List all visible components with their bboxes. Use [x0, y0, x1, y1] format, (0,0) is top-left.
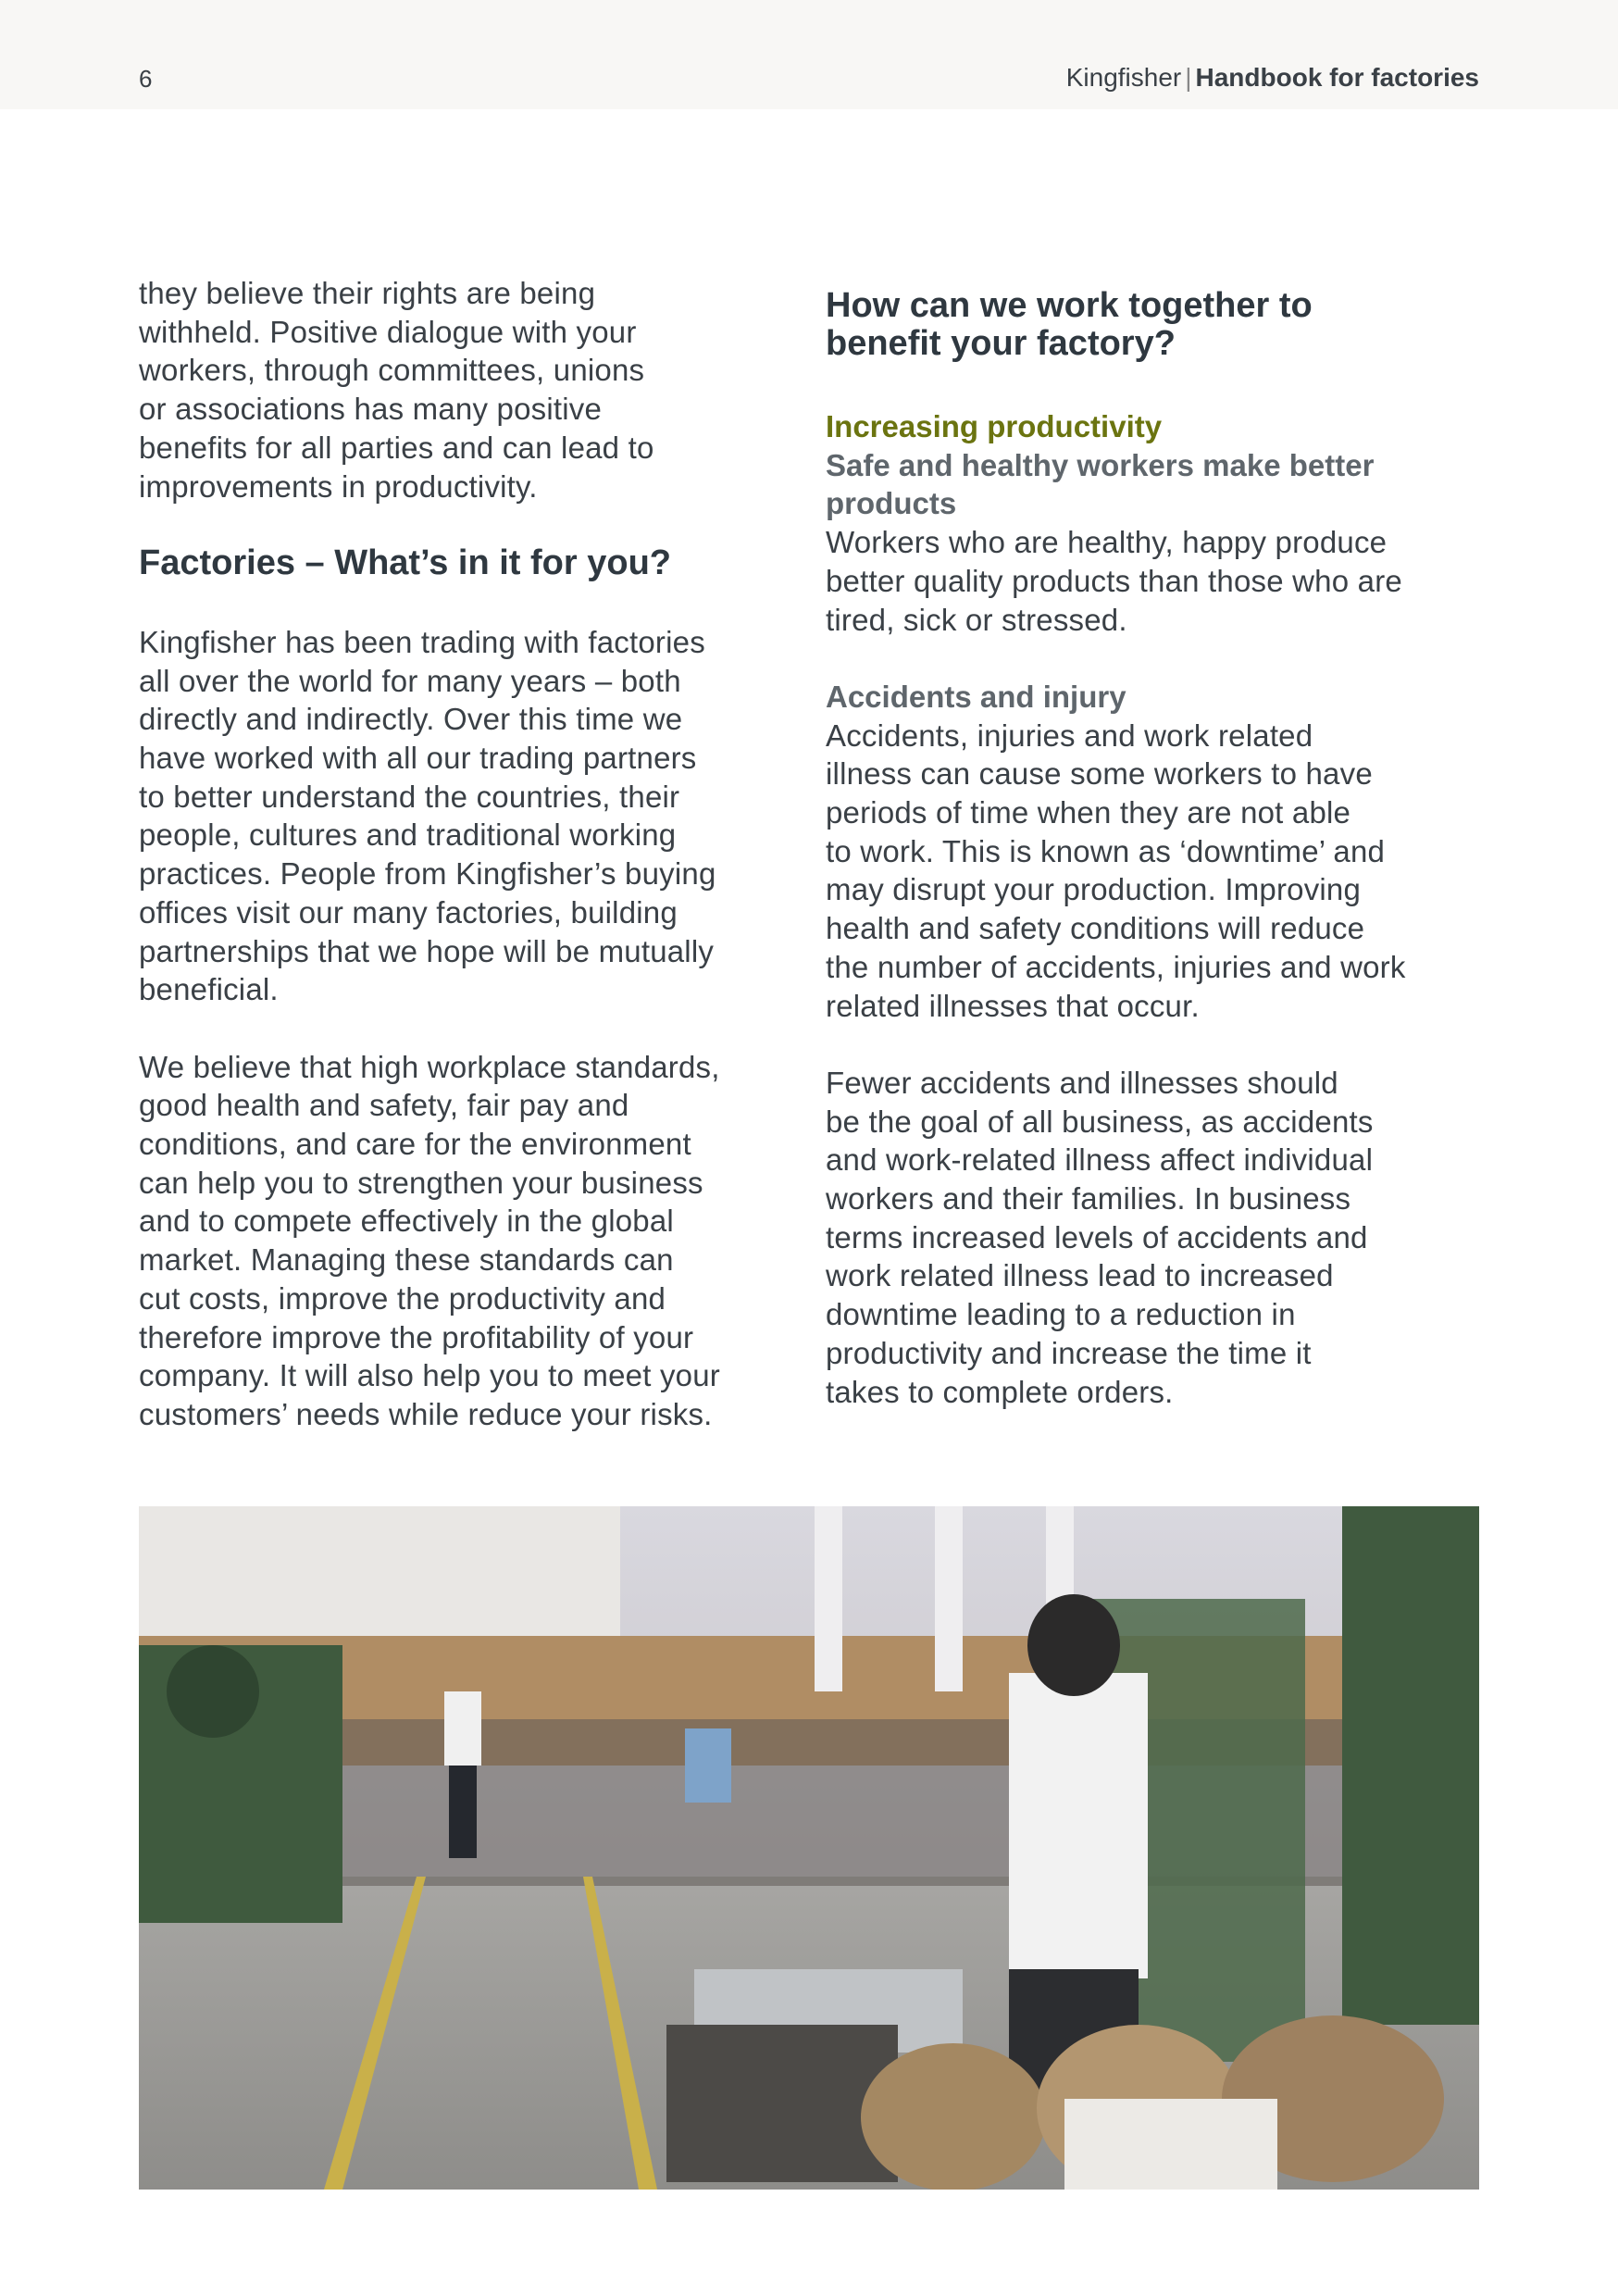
text-line: benefit your factory?	[826, 324, 1176, 363]
text-line: withheld. Positive dialogue with your	[139, 314, 637, 349]
page-number: 6	[139, 65, 153, 93]
left-column	[139, 274, 805, 1472]
text-line: workers, through committees, unions	[139, 353, 645, 388]
paragraph	[826, 717, 1492, 1026]
section-heading	[826, 287, 1492, 363]
text-line: people, cultures and traditional working	[139, 817, 677, 853]
subheading: Accidents and injury	[826, 679, 1126, 714]
text-line: better quality products than those who are	[826, 563, 1402, 598]
intro-paragraph	[139, 274, 805, 505]
text-line: illness can cause some workers to have	[826, 756, 1373, 792]
text-line: Safe and healthy workers make better	[826, 447, 1375, 482]
text-line: company. It will also help you to meet your	[139, 1358, 720, 1393]
text-line: productivity and increase the time it	[826, 1335, 1312, 1370]
text-line: health and safety conditions will reduce	[826, 911, 1365, 946]
text-line: good health and safety, fair pay and	[139, 1088, 629, 1123]
right-column	[826, 274, 1492, 1450]
text-line: the number of accidents, injuries and work	[826, 949, 1406, 984]
text-line: tired, sick or stressed.	[826, 602, 1127, 637]
text-line: How can we work together to	[826, 286, 1313, 325]
separator: |	[1185, 63, 1192, 92]
text-line: terms increased levels of accidents and	[826, 1219, 1368, 1254]
text-line: all over the world for many years – both	[139, 663, 681, 698]
text-line: conditions, and care for the environment	[139, 1127, 691, 1162]
text-line: cut costs, improve the productivity and	[139, 1280, 666, 1316]
text-line: benefits for all parties and can lead to	[139, 430, 654, 465]
brand-name: Kingfisher	[1065, 63, 1182, 92]
text-line: be the goal of all business, as accidents	[826, 1104, 1374, 1139]
text-line: work related illness lead to increased	[826, 1258, 1334, 1293]
text-line: and work-related illness affect individual	[826, 1142, 1374, 1178]
paragraph	[826, 523, 1492, 639]
text-line: products	[826, 486, 957, 521]
paragraph	[139, 1048, 805, 1434]
section-heading: Factories – What’s in it for you?	[139, 543, 671, 582]
text-line: improvements in productivity.	[139, 468, 538, 504]
text-line: Workers who are healthy, happy produce	[826, 525, 1388, 560]
text-line: directly and indirectly. Over this time we	[139, 702, 683, 737]
text-line: and to compete effectively in the global	[139, 1204, 674, 1239]
text-line: We believe that high workplace standards,	[139, 1049, 720, 1084]
text-line: have worked with all our trading partners	[139, 741, 697, 776]
text-line: Accidents, injuries and work related	[826, 718, 1313, 753]
text-line: downtime leading to a reduction in	[826, 1297, 1296, 1332]
text-line: they believe their rights are being	[139, 276, 596, 310]
text-line: partnerships that we hope will be mutually	[139, 933, 715, 968]
subheading	[826, 446, 1492, 523]
text-line: may disrupt your production. Improving	[826, 872, 1362, 907]
text-line: Fewer accidents and illnesses should	[826, 1065, 1338, 1100]
text-line: practices. People from Kingfisher’s buying	[139, 856, 716, 892]
text-line: can help you to strengthen your business	[139, 1165, 703, 1200]
text-line: related illnesses that occur.	[826, 988, 1200, 1023]
text-line: takes to complete orders.	[826, 1374, 1174, 1409]
paragraph	[826, 1064, 1492, 1411]
running-title	[1066, 63, 1479, 93]
text-line: market. Managing these standards can	[139, 1242, 674, 1278]
document-title: Handbook for factories	[1195, 63, 1479, 92]
page-header	[0, 0, 1618, 109]
text-line: beneficial.	[139, 972, 279, 1007]
text-line: workers and their families. In business	[826, 1181, 1351, 1217]
text-line: to work. This is known as ‘downtime’ and	[826, 833, 1386, 868]
factory-floor-image	[139, 1506, 1479, 2190]
paragraph	[139, 623, 805, 1009]
text-line: offices visit our many factories, building	[139, 894, 678, 930]
text-line: or associations has many positive	[139, 392, 603, 427]
text-line: customers’ needs while reduce your risks.	[139, 1396, 713, 1431]
text-line: to better understand the countries, their	[139, 779, 680, 814]
subheading-accent: Increasing productivity	[826, 409, 1163, 443]
text-line: Kingfisher has been trading with factories	[139, 624, 705, 659]
factory-photo	[139, 1506, 1479, 2190]
text-line: periods of time when they are not able	[826, 795, 1351, 830]
text-line: therefore improve the profitability of your	[139, 1319, 694, 1354]
